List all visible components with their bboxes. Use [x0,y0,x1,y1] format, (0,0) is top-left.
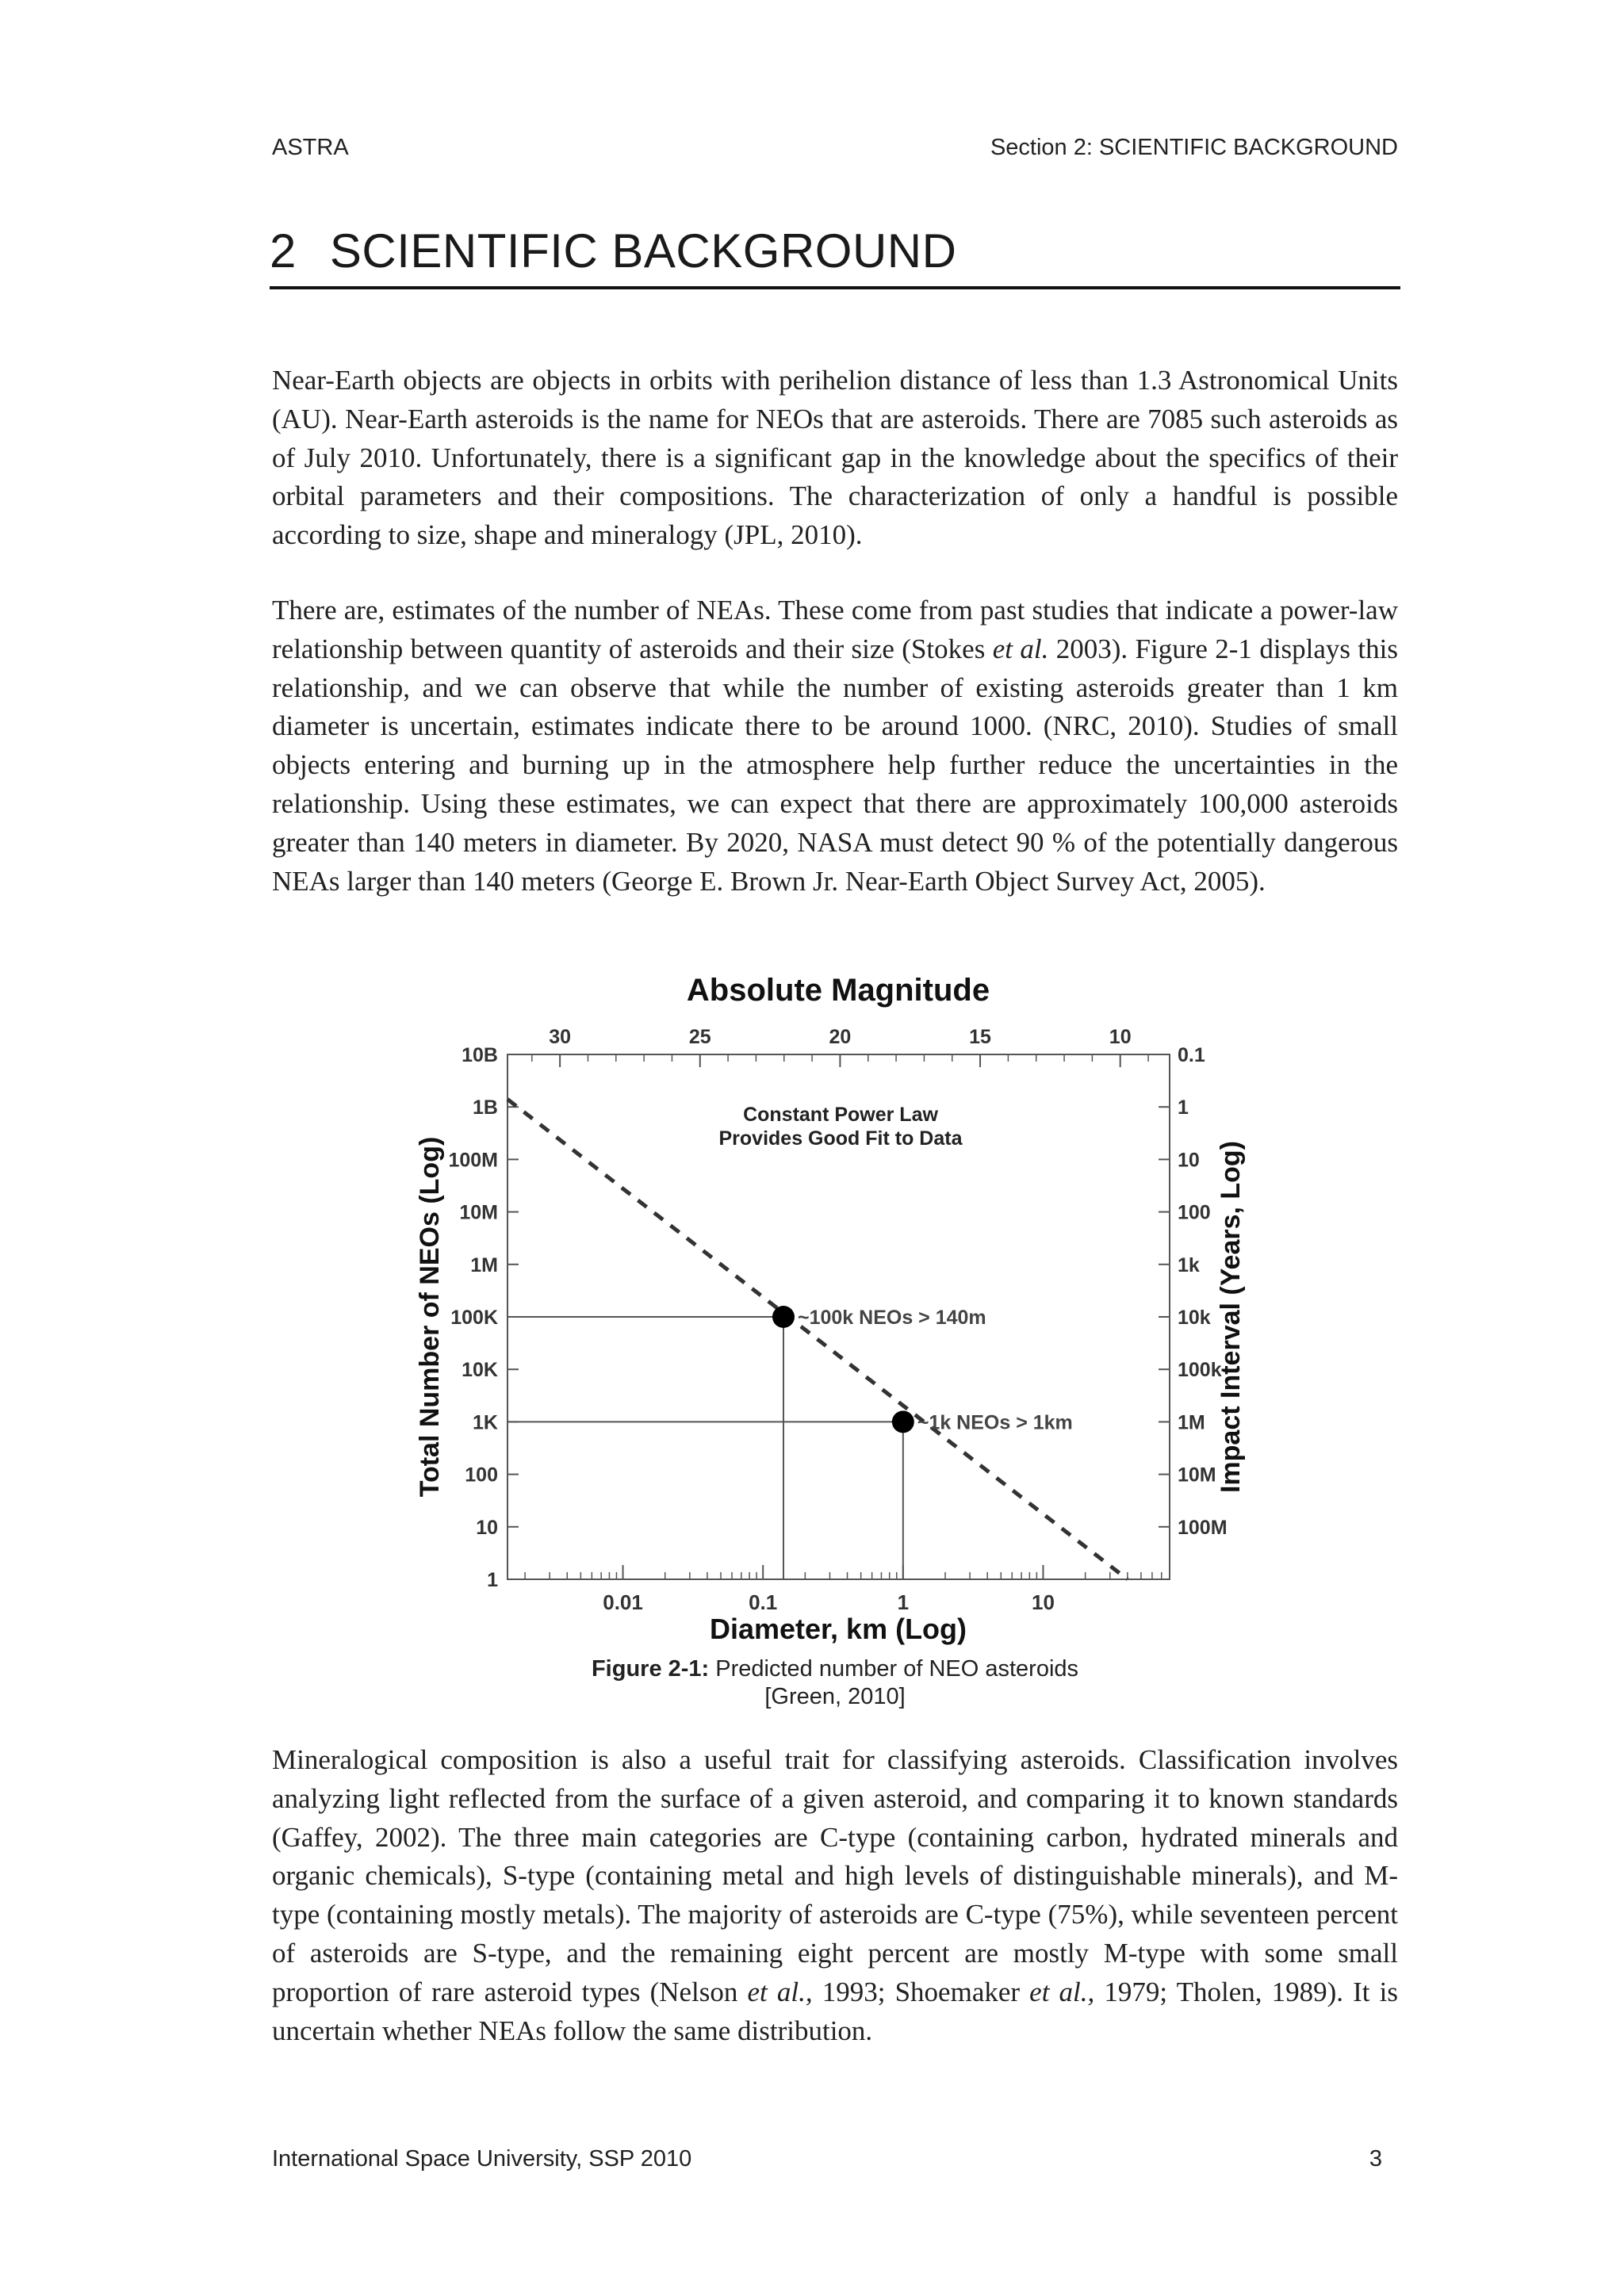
paragraph-3-part-b: 1993; Shoemaker [812,1976,1030,2007]
section-number: 2 [270,224,297,277]
left-tick-label: 10B [462,1044,498,1066]
paragraph-2-etal: et al. [992,633,1049,664]
right-tick-label: 1M [1178,1411,1205,1434]
top-tick-label: 15 [969,1026,991,1048]
left-tick-label: 1M [470,1253,498,1276]
caption-source: [Green, 2010] [764,1684,906,1709]
x-tick-label: 0.01 [603,1590,643,1614]
chart-annotation-line: Constant Power Law [743,1104,938,1126]
left-tick-label: 10 [476,1516,498,1539]
paragraph-3 [272,1741,1398,2050]
right-tick-label: 1k [1178,1253,1200,1276]
left-tick-label: 1B [473,1096,498,1119]
caption-text: Predicted number of NEO asteroids [709,1656,1079,1682]
left-tick-label: 1K [473,1411,498,1434]
left-tick-label: 10M [459,1201,498,1224]
header-left: ASTRA [272,135,349,160]
paragraph-2-part-b: 2003). Figure 2-1 displays this relationship, and we can observe that while the number of existing asteroids greater than 1 km diameter is uncertain, estimates indicate there to be around 1000. (NRC, 2010). Studies of small objects entering and burning up in the atmosphere help further reduce the uncertainties in the relationship. Using these estimates, we can expect that there are approximately 100,000 asteroids greater than 140 meters in diameter. By 2020, NASA must detect 90 % of the potentially dangerous NEAs larger than 140 meters (George E. Brown Jr. Near-Earth Object Survey Act, 2005). [272,633,1398,897]
section-title-text: SCIENTIFIC BACKGROUND [329,224,957,277]
top-tick-label: 30 [549,1026,572,1048]
figure-caption [272,1655,1398,1711]
left-tick-label: 100K [450,1307,498,1329]
paragraph-3-part-c: 1979; Tholen, 1989). It is uncertain whether NEAs follow the same distribution. [272,1976,1399,2046]
running-footer [272,2146,1382,2172]
right-tick-label: 100 [1178,1201,1211,1224]
point-label: ~100k NEOs > 140m [797,1307,986,1329]
power-law-line [508,1100,1128,1579]
right-tick-label: 10M [1178,1464,1216,1487]
right-tick-label: 10 [1178,1149,1200,1172]
left-tick-label: 100M [448,1149,498,1172]
paragraph-2-part-a: There are, estimates of the number of NEAs. These come from past studies that indicate a power-law relationship between quantity of asteroids and their size (Stokes [272,595,1398,664]
page-number: 3 [1369,2146,1382,2172]
paragraph-3-part-a: Mineralogical composition is also a useful trait for classifying asteroids. Classification involves analyzing light reflected from the surface of a given asteroid, and comparing it to known standards (Gaffey, 2002). The three main categories are C-type (containing carbon, hydrated minerals and organic chemicals), S-type (containing metal and high levels of distinguishable minerals), and M-type (containing mostly metals). The majority of asteroids are C-type (75%), while seventeen percent of asteroids are S-type, and the remaining eight percent are mostly M-type with some small proportion of rare asteroid types (Nelson [272,1744,1398,2007]
neo-estimate-point [772,1306,795,1328]
footer-left: International Space University, SSP 2010 [272,2146,692,2172]
section-title [270,224,1400,289]
right-tick-label: 100M [1178,1516,1228,1539]
x-tick-label: 0.1 [749,1590,778,1614]
chart-annotation-line: Provides Good Fit to Data [718,1127,963,1150]
left-tick-label: 1 [487,1569,498,1591]
chart-title: Absolute Magnitude [686,973,990,1008]
left-tick-label: 100 [465,1464,498,1487]
paragraph-2 [272,591,1398,901]
paragraph-3-etal-2: et al., [1029,1976,1095,2007]
paragraph-3-etal-1: et al., [747,1976,813,2007]
point-label: ~1k NEOs > 1km [917,1411,1073,1434]
right-tick-label: 10k [1178,1307,1211,1329]
right-tick-label: 1 [1178,1096,1189,1119]
y-axis-left-label: Total Number of NEOs (Log) [415,1136,445,1498]
right-tick-label: 100k [1178,1359,1222,1382]
top-tick-label: 25 [688,1026,711,1048]
neo-chart-svg [408,969,1265,1651]
right-tick-label: 0.1 [1178,1044,1205,1066]
x-tick-label: 1 [897,1590,910,1614]
paragraph-1: Near-Earth objects are objects in orbits with perihelion distance of less than 1.3 Astronomical Units (AU). Near-Earth asteroids is the name for NEOs that are asteroids. There are 7085 such asteroids as of July 2010. Unfortunately, there is a significant gap in the knowledge about the specifics of their orbital parameters and their compositions. The characterization of only a handful is possible according to size, shape and mineralogy (JPL, 2010). [272,365,1398,551]
header-right: Section 2: SCIENTIFIC BACKGROUND [990,135,1398,160]
top-tick-label: 10 [1109,1026,1132,1048]
y-axis-right-label: Impact Interval (Years, Log) [1216,1140,1246,1494]
left-tick-label: 10K [462,1359,498,1382]
x-axis-label: Diameter, km (Log) [709,1613,967,1645]
figure-neo-chart [408,969,1265,1651]
caption-label: Figure 2-1: [591,1656,710,1682]
top-tick-label: 20 [829,1026,852,1048]
running-header [272,135,1398,161]
x-tick-label: 10 [1032,1590,1055,1614]
neo-estimate-point [892,1410,914,1433]
